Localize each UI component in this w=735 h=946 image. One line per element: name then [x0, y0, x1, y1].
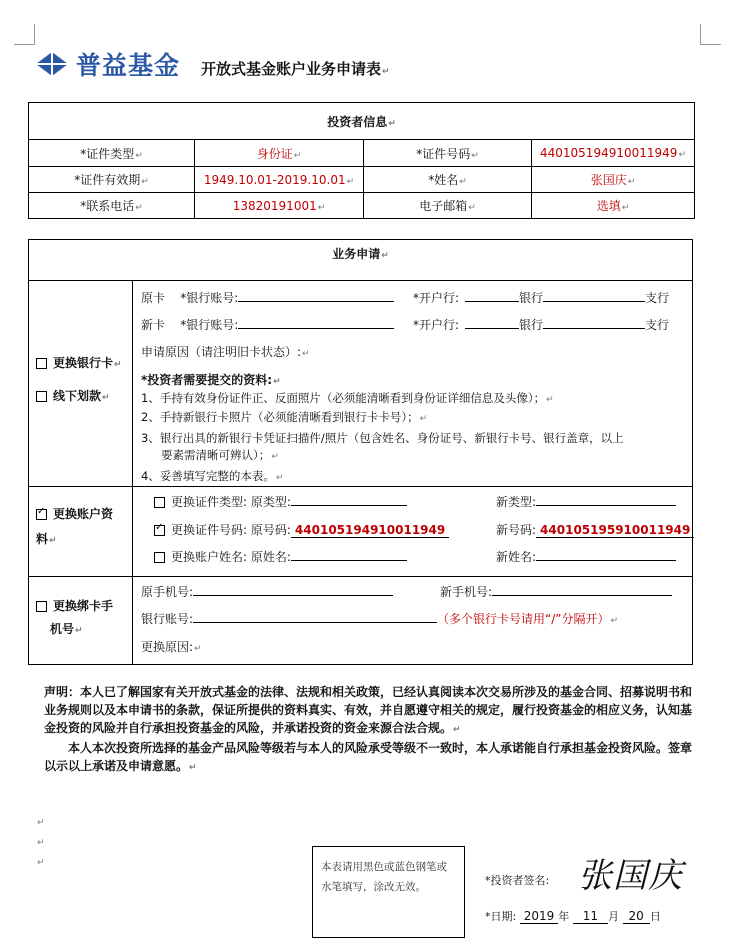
checkbox-offline-transfer[interactable] [36, 391, 47, 402]
logo-text: 普益基金 [76, 51, 181, 80]
date-day-input[interactable]: 20 [623, 909, 650, 924]
new-card-account-input[interactable] [238, 316, 394, 329]
checkbox-change-name[interactable] [154, 552, 165, 563]
new-number-input[interactable]: 440105195910011949 [536, 523, 694, 538]
id-number-value[interactable]: 440105194910011949↵ [532, 140, 695, 167]
logo-icon [34, 50, 70, 78]
new-type-row: 新类型: [496, 493, 676, 510]
change-id-type-row[interactable]: 更换证件类型: 原类型: [154, 493, 407, 510]
doc-item-2: 2、手持新银行卡照片（必须能清晰看到银行卡卡号）；↵ [141, 410, 428, 424]
checkbox-change-id-type[interactable] [154, 497, 165, 508]
signature-label: *投资者签名: [485, 874, 550, 887]
option-offline-transfer[interactable]: 线下划款↵ [36, 387, 110, 404]
checkbox-change-bank-card[interactable] [36, 358, 47, 369]
option-change-account-info[interactable]: ✓更换账户资 [36, 505, 113, 522]
form-title: 开放式基金账户业务申请表↵ [201, 60, 390, 78]
brand-logo [34, 48, 180, 80]
phone-label-cont: 机号↵ [50, 622, 83, 636]
new-name-input[interactable] [536, 548, 676, 561]
doc-item-3: 3、银行出具的新银行卡凭证扫描件/照片（包含姓名、身份证号、新银行卡号、银行盖章，以上 [141, 431, 624, 445]
new-phone-input[interactable] [492, 583, 672, 596]
phone-account-input[interactable] [193, 610, 437, 623]
docs-title: *投资者需要提交的资料:↵ [141, 373, 281, 387]
id-type-label: *证件类型↵ [29, 140, 195, 167]
id-type-value[interactable]: 身份证↵ [195, 140, 364, 167]
orig-type-input[interactable] [291, 493, 407, 506]
ink-note-box: 本表请用黑色或蓝色钢笔或水笔填写，涂改无效。 [312, 846, 465, 938]
old-card-account-input[interactable] [238, 289, 394, 302]
checkbox-change-account-info[interactable] [36, 509, 47, 520]
phone-label: *联系电话↵ [29, 193, 195, 219]
account-info-label-cont: 料↵ [36, 532, 57, 546]
id-validity-value[interactable]: 1949.10.01-2019.10.01↵ [195, 167, 364, 193]
statement-paragraph-1: 声明：本人已了解国家有关开放式基金的法律、法规和相关政策，已经认真阅读本次交易所涉及的基金合同、招募说明书和业务规则以及本申请书的条款，保证所提供的资料真实、有效，并自愿遵守相关的规定，履行投资基金的相应义务，认知基金投资的风险并自行承担投资基金的风险，并承诺投资的资金来源合法合规。↵ [44, 685, 693, 735]
date-month-input[interactable]: 11 [573, 909, 608, 924]
row-divider-2 [28, 576, 693, 577]
old-card-row: 原卡 *银行账号: [141, 289, 394, 306]
new-card-bank-row: *开户行: 银行 支行 [413, 318, 670, 332]
new-name-row: 新姓名: [496, 548, 676, 565]
id-validity-label: *证件有效期↵ [29, 167, 195, 193]
email-value[interactable]: 选填↵ [532, 193, 695, 219]
option-change-phone[interactable]: 更换绑卡手 [36, 597, 113, 614]
investor-signature[interactable]: 张国庆 [578, 856, 683, 896]
name-label: *姓名↵ [364, 167, 532, 193]
old-card-bank-row: *开户行: 银行 支行 [413, 291, 670, 305]
paragraph-mark: ↵ [37, 818, 45, 828]
orig-number-input[interactable]: 440105194910011949 [291, 523, 449, 538]
new-card-bank-input[interactable] [465, 316, 519, 329]
new-phone-row: 新手机号: [440, 583, 672, 600]
orig-phone-input[interactable] [193, 583, 393, 596]
crop-mark-top-left [14, 24, 35, 45]
doc-item-1: 1、手持有效身份证件正、反面照片（必须能清晰看到身份证详细信息及头像）；↵ [141, 391, 554, 405]
phone-account-row: 银行账号: （多个银行卡号请用“/”分隔开）↵ [141, 612, 619, 626]
checkbox-change-phone[interactable] [36, 601, 47, 612]
change-name-row[interactable]: 更换账户姓名: 原姓名: [154, 548, 407, 565]
reason-row[interactable]: 申请原因（请注明旧卡状态）:↵ [141, 345, 310, 359]
new-type-input[interactable] [536, 493, 676, 506]
new-card-branch-input[interactable] [543, 316, 645, 329]
crop-mark-top-right [700, 24, 721, 45]
investor-info-table [28, 102, 695, 219]
orig-phone-row: 原手机号: [141, 583, 393, 600]
phone-value[interactable]: 13820191001↵ [195, 193, 364, 219]
new-number-row: 新号码: 440105195910011949 [496, 521, 694, 538]
date-row: *日期: 2019 年 11 月 20 日 [485, 909, 661, 923]
checkbox-change-id-number[interactable] [154, 525, 165, 536]
old-card-bank-input[interactable] [465, 289, 519, 302]
business-title: 业务申请↵ [28, 239, 693, 281]
paragraph-mark: ↵ [37, 858, 45, 868]
option-change-bank-card[interactable]: 更换银行卡↵ [36, 354, 122, 371]
column-divider [132, 280, 133, 664]
change-id-number-row[interactable]: ✓更换证件号码: 原号码: 440105194910011949 [154, 521, 449, 538]
row-divider-1 [28, 486, 693, 487]
email-label: 电子邮箱↵ [364, 193, 532, 219]
doc-item-4: 4、妥善填写完整的本表。↵ [141, 469, 284, 483]
name-value[interactable]: 张国庆↵ [532, 167, 695, 193]
doc-item-3-cont: 要素需清晰可辨认）；↵ [161, 448, 279, 462]
orig-name-input[interactable] [291, 548, 407, 561]
id-number-label: *证件号码↵ [364, 140, 532, 167]
old-card-branch-input[interactable] [543, 289, 645, 302]
phone-reason-row[interactable]: 更换原因:↵ [141, 640, 202, 654]
investor-info-title: 投资者信息↵ [29, 103, 695, 140]
date-year-input[interactable]: 2019 [520, 909, 559, 924]
statement-paragraph-2: 本人本次投资所选择的基金产品风险等级若与本人的风险承受等级不一致时，本人承诺能自行承担基金投资风险。签章以示以上承诺及申请意愿。↵ [44, 741, 693, 773]
new-card-row: 新卡 *银行账号: [141, 316, 394, 333]
paragraph-mark: ↵ [37, 838, 45, 848]
